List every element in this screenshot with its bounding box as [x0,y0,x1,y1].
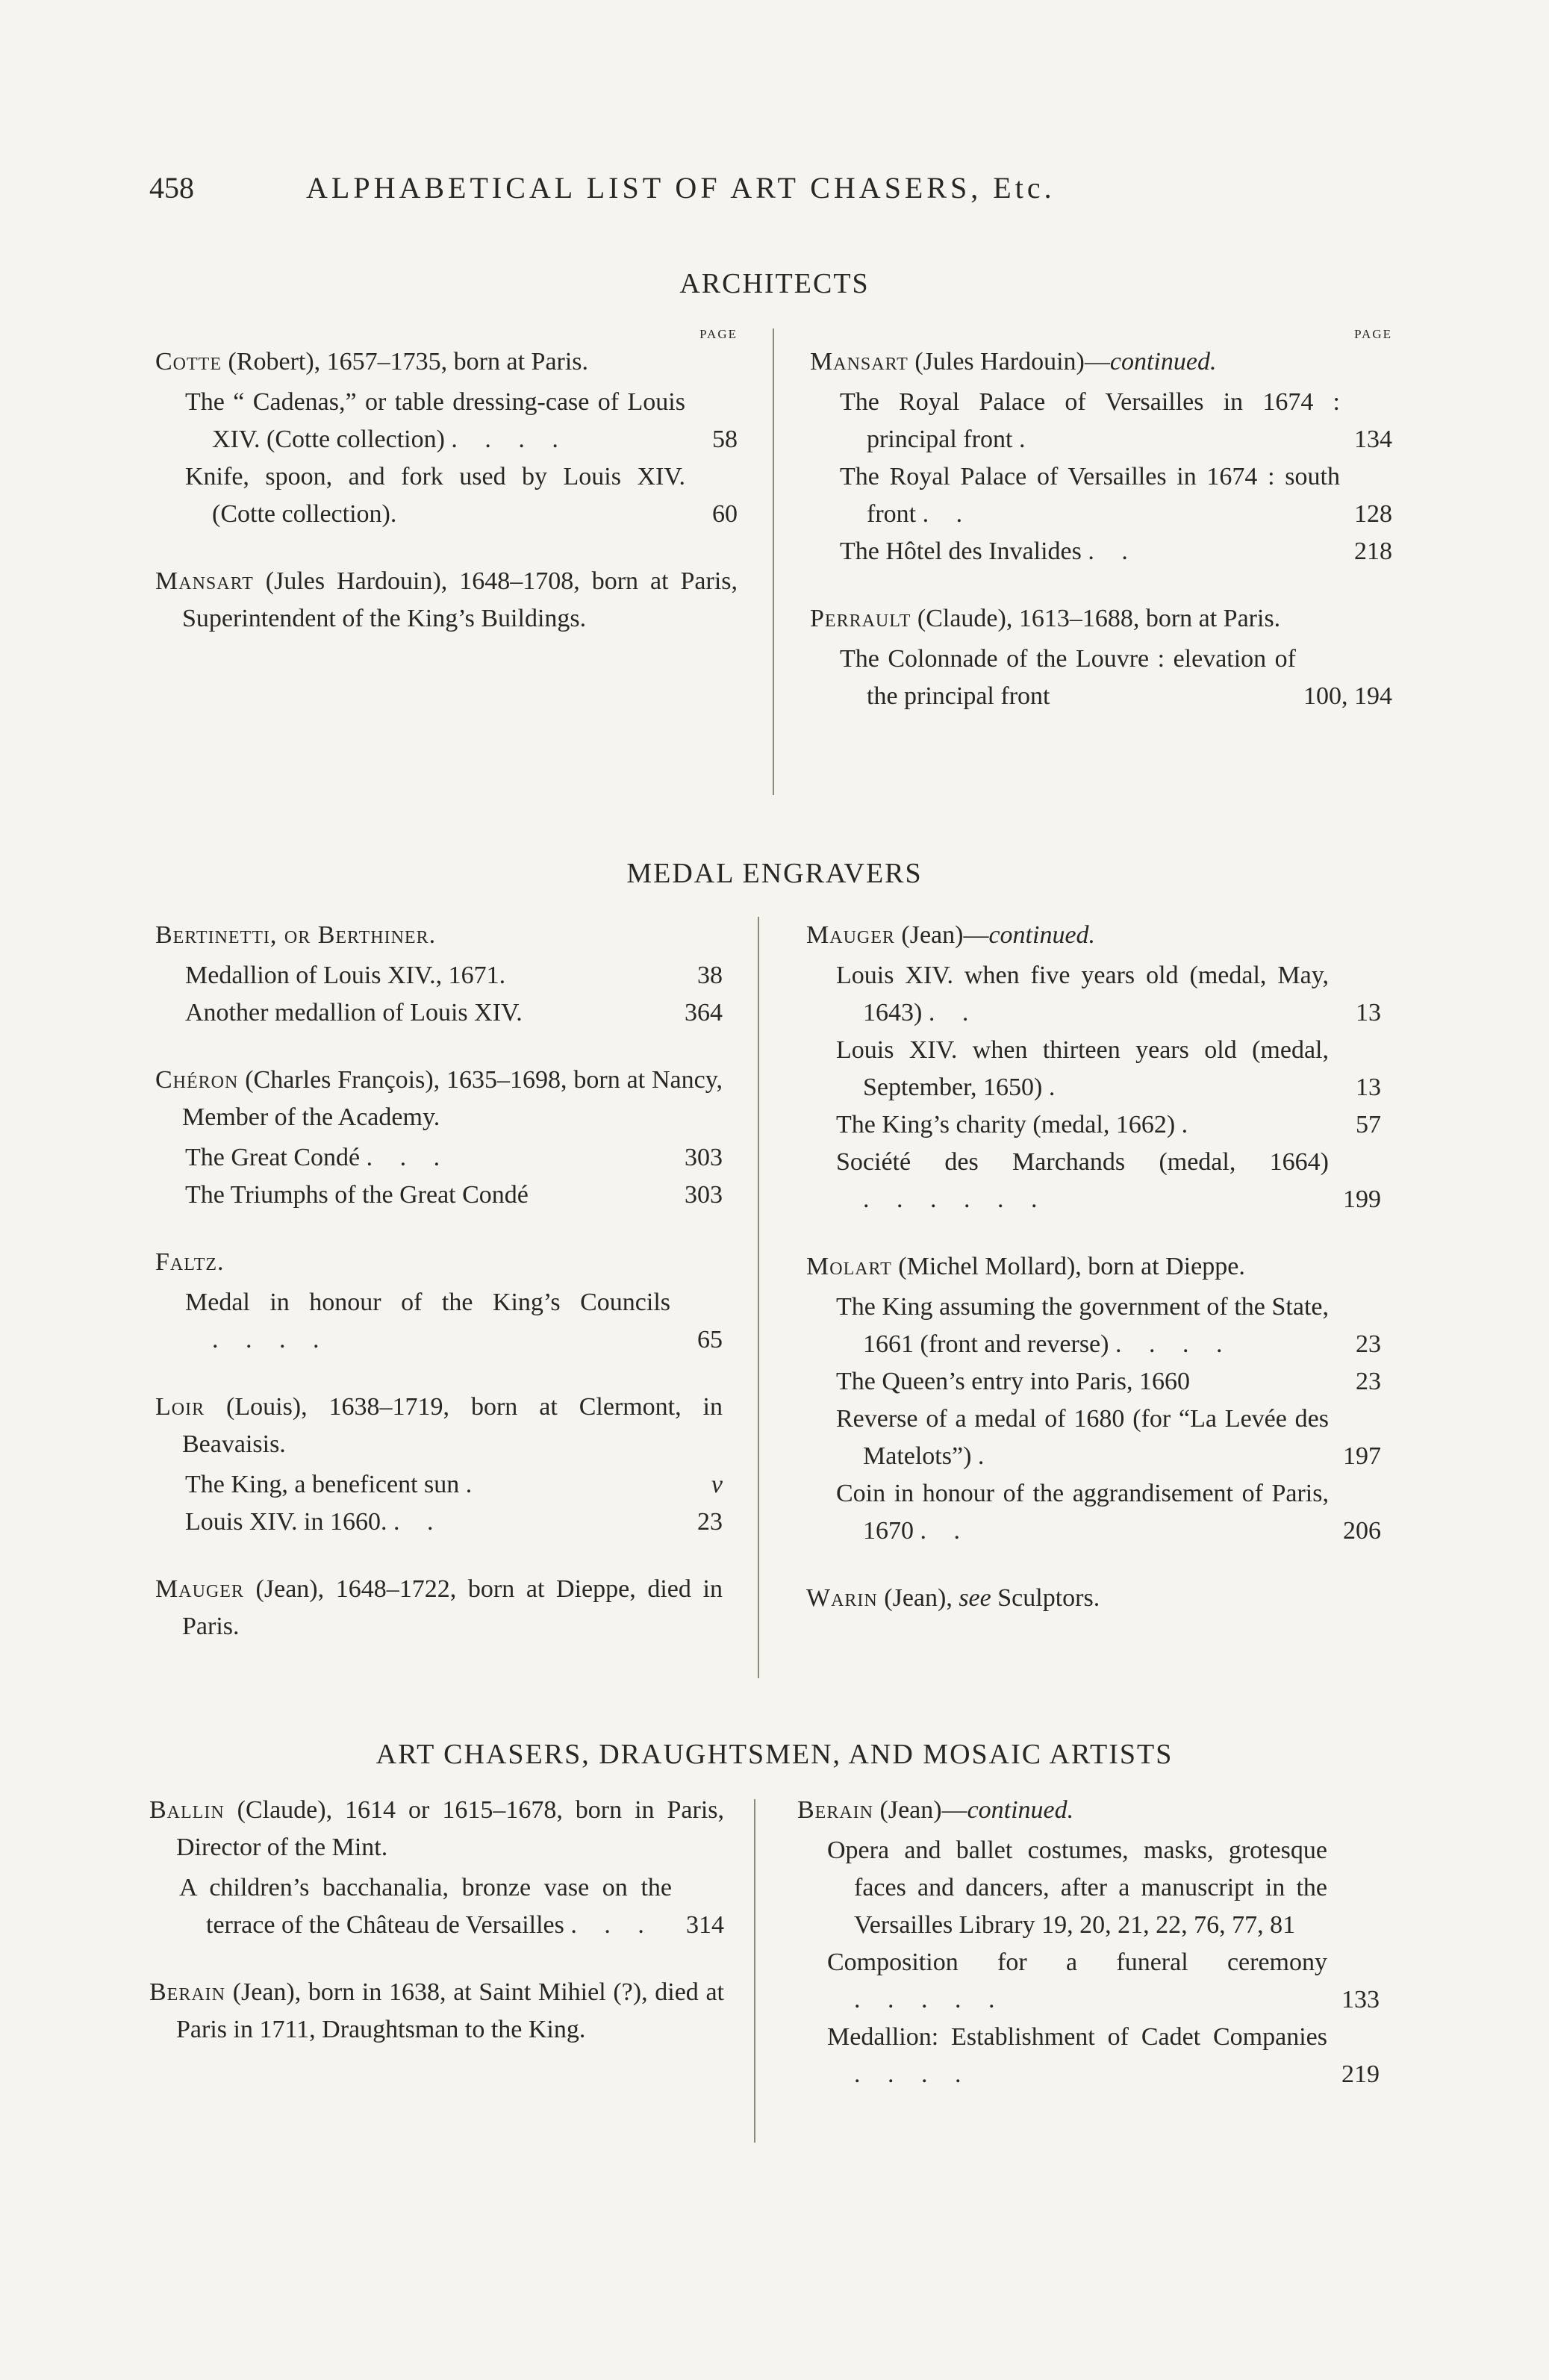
artist-entry [149,1792,724,1944]
artist-details: Sculptors. [991,1584,1100,1612]
continued-label: continued. [1109,348,1217,376]
works-list [810,641,1392,715]
page-number: 458 [149,171,194,205]
page-reference: 65 [697,1326,723,1353]
work-item [797,2019,1380,2093]
work-title [179,1869,672,1944]
work-item [806,1363,1381,1401]
continued-label: continued. [988,921,1096,949]
artist-entry [155,917,723,1032]
artist-entry [155,1389,723,1541]
works-list [797,1832,1380,2093]
page-reference: 57 [1356,1111,1381,1138]
work-title [185,1177,670,1214]
work-title [827,2019,1327,2093]
dot-leaders: . . [920,1517,970,1545]
page-reference: 38 [697,962,723,989]
work-item [806,1289,1381,1363]
artist-entry [155,1571,723,1645]
page-reference: 218 [1354,538,1392,565]
work-title [185,1466,670,1504]
artist-name: Mauger [155,1575,244,1603]
page-reference: 303 [685,1181,723,1209]
running-title: ALPHABETICAL LIST OF ART CHASERS, Etc. [306,171,1056,205]
artist-name: Berain [149,1978,226,2006]
section-title-medal-engravers: MEDAL ENGRAVERS [626,858,923,889]
artist-details: (Louis), 1638–1719, born at Clermont, in Beavaisis. [182,1393,723,1458]
column-divider [754,1799,755,2143]
work-title-text: The “ Cadenas,” or table dressing-case of Louis XIV. (Cotte collection) [185,388,685,453]
page-reference: 100, 194 [1303,682,1392,710]
work-item [155,1504,723,1541]
page-column-label: PAGE [1354,327,1392,341]
dot-leaders: . . [928,999,979,1027]
artist-details: (Jean), born in 1638, at Saint Mihiel (?), died at Paris in 1711, Draughtsman to the King. [176,1978,724,2043]
page-reference: 23 [1356,1330,1381,1358]
page-reference: 23 [1356,1368,1381,1395]
column-divider [758,917,759,1678]
artist-heading [149,1792,724,1866]
artist-name: Mansart [155,567,254,595]
artist-heading [806,1248,1381,1286]
artist-name: Perrault [810,605,911,632]
artist-entry [155,1244,723,1359]
works-list [806,1289,1381,1550]
artist-heading [149,1974,724,2049]
section-title-art-chasers: ART CHASERS, DRAUGHTSMEN, AND MOSAIC ARTISTS [375,1739,1174,1770]
artist-heading [155,917,723,954]
dot-leaders: . [1181,1111,1199,1138]
work-title [840,458,1340,533]
works-list [155,384,738,533]
works-list [155,957,723,1032]
work-title [185,458,685,533]
work-item [155,994,723,1032]
architects-right-column [810,327,1392,745]
work-title [185,1139,670,1177]
work-title [827,1832,1327,1944]
artist-details: (Jean)— [894,921,989,949]
work-title-text: Another medallion of Louis XIV. [185,999,523,1027]
work-title-text: The Royal Palace of Versailles in 1674 : south front [840,463,1340,528]
work-title [185,957,670,994]
artist-name: Mauger [806,921,895,949]
artist-entry [797,1792,1380,2093]
work-title-text: The Triumphs of the Great Condé [185,1181,529,1209]
work-title-text: The King assuming the government of the State, 1661 (front and reverse) [836,1293,1329,1358]
dot-leaders: . . [1088,538,1138,565]
artist-entry [806,1248,1381,1550]
artist-name: Berain [797,1796,874,1824]
work-item [149,1869,724,1944]
page-reference: 13 [1356,1074,1381,1101]
work-title [840,533,1340,570]
dot-leaders: . [465,1471,483,1498]
dot-leaders: . [1018,426,1036,453]
dot-leaders: . [977,1442,995,1470]
work-title-text: Société des Marchands (medal, 1664) [836,1148,1329,1176]
page-reference: 133 [1341,1986,1380,2013]
work-title [836,1401,1329,1475]
work-item [810,641,1392,715]
work-title [836,1106,1329,1144]
works-list [155,1466,723,1541]
medal-engravers-left-column [155,917,723,1675]
medal-engravers-right-column [806,917,1381,1647]
artist-heading [810,343,1392,381]
page-reference: 58 [712,426,738,453]
page-reference: 60 [712,500,738,528]
work-title-text: Medal in honour of the King’s Councils [185,1289,670,1316]
artist-name: Cotte [155,348,222,376]
artist-heading [806,917,1381,954]
work-item [155,458,738,533]
work-title-text: Opera and ballet costumes, masks, grotesque faces and dancers, after a manuscript in the Versailles Library 19, 20, 21, 22, 76, 77, 81 [827,1837,1327,1939]
artist-name: Warin [806,1584,878,1612]
running-header [149,170,1269,205]
work-item [155,1466,723,1504]
page-reference: 134 [1354,426,1392,453]
page-reference: v [711,1471,723,1498]
artist-name: Chéron [155,1066,239,1094]
work-title-text: The Great Condé [185,1144,361,1171]
dot-leaders: . . . [366,1144,451,1171]
page-reference: 219 [1341,2060,1380,2088]
works-list [155,1139,723,1214]
work-title-text: Reverse of a medal of 1680 (for “La Levée des Matelots”) [836,1405,1329,1470]
artist-entry [810,600,1392,715]
artist-details: (Jules Hardouin)— [908,348,1110,376]
artist-name: Loir [155,1393,205,1421]
dot-leaders: . . . . [451,426,569,453]
work-item [810,533,1392,570]
work-title-text: Knife, spoon, and fork used by Louis XIV. (Cotte collection). [185,463,685,528]
dot-leaders: . . . . [1115,1330,1233,1358]
artist-entry [806,1580,1381,1617]
work-title [836,1475,1329,1550]
work-item [810,384,1392,458]
work-title [836,1289,1329,1363]
work-item [806,1475,1381,1550]
artist-entry [806,917,1381,1218]
dot-leaders: . . . . . [854,1986,1006,2013]
work-title [840,641,1296,715]
work-title [185,384,685,458]
work-item [155,957,723,994]
see-reference: see [959,1584,991,1612]
work-title-text: The Colonnade of the Louvre : elevation of the principal front [840,645,1296,710]
works-list [810,384,1392,570]
page-reference: 128 [1354,500,1392,528]
work-item [806,957,1381,1032]
page-reference: 314 [686,1911,724,1939]
artist-details: (Jean), [877,1584,959,1612]
work-title [827,1944,1327,2019]
artist-details: (Charles François), 1635–1698, born at Nancy, Member of the Academy. [182,1066,723,1131]
artist-details: (Jules Hardouin), 1648–1708, born at Paris, Superintendent of the King’s Buildings. [182,567,738,632]
artist-name: Mansart [810,348,908,376]
artist-details: (Claude), 1613–1688, born at Paris. [911,605,1281,632]
work-title-text: Medallion of Louis XIV., 1671. [185,962,506,989]
work-item [155,1177,723,1214]
artist-heading [155,1389,723,1463]
page-reference: 23 [697,1508,723,1536]
page-reference: 13 [1356,999,1381,1027]
dot-leaders: . . . . . . [863,1186,1048,1213]
work-item [806,1401,1381,1475]
work-title-text: Medallion: Establishment of Cadet Companies [827,2023,1327,2051]
dot-leaders: . . [922,500,973,528]
work-title-text: Coin in honour of the aggrandisement of Paris, 1670 [836,1480,1329,1545]
dot-leaders: . . . [570,1911,655,1939]
work-title-text: The Royal Palace of Versailles in 1674 : principal front [840,388,1340,453]
artist-heading [155,1244,723,1281]
artist-heading [806,1580,1381,1617]
artist-details: (Claude), 1614 or 1615–1678, born in Paris, Director of the Mint. [176,1796,724,1861]
artist-heading [155,1571,723,1645]
work-title [836,1144,1329,1218]
page-reference: 199 [1343,1186,1381,1213]
work-title [840,384,1340,458]
artist-details: (Robert), 1657–1735, born at Paris. [222,348,589,376]
work-item [155,384,738,458]
work-title-text: Louis XIV. when five years old (medal, May, 1643) [836,962,1329,1027]
works-list [155,1284,723,1359]
work-title [185,1504,670,1541]
artist-heading [155,1062,723,1136]
work-title-text: The Hôtel des Invalides [840,538,1082,565]
work-title-text: Louis XIV. when thirteen years old (medal, September, 1650) [836,1036,1329,1101]
artist-heading [810,600,1392,638]
dot-leaders: . . [393,1508,444,1536]
page-reference: 197 [1343,1442,1381,1470]
work-item [806,1106,1381,1144]
artist-entry [149,1974,724,2049]
work-title-text: The King, a beneficent sun [185,1471,460,1498]
work-item [797,1832,1380,1944]
work-title-text: The King’s charity (medal, 1662) [836,1111,1176,1138]
work-title-text: Louis XIV. in 1660. [185,1508,387,1536]
page-reference: 206 [1343,1517,1381,1545]
dot-leaders: . . . . [212,1326,330,1353]
artist-entry [155,343,738,533]
continued-label: continued. [967,1796,1074,1824]
works-list [149,1869,724,1944]
dot-leaders: . [1048,1074,1066,1101]
artist-name: Molart [806,1253,892,1280]
artist-heading [797,1792,1380,1829]
artist-name: Ballin [149,1796,225,1824]
section-title-architects: ARCHITECTS [679,268,870,299]
page-reference: 303 [685,1144,723,1171]
work-title [185,1284,670,1359]
page-column-label: PAGE [699,327,738,341]
work-title-text: The Queen’s entry into Paris, 1660 [836,1368,1191,1395]
dot-leaders: . . . . [854,2060,972,2088]
work-item [810,458,1392,533]
artist-heading [155,343,738,381]
work-title [836,1363,1329,1401]
work-item [155,1139,723,1177]
art-chasers-left-column [149,1792,724,2078]
artist-heading [155,563,738,638]
column-divider [773,328,774,795]
work-item [806,1032,1381,1106]
artist-entry [155,563,738,638]
artist-details: (Jean), 1648–1722, born at Dieppe, died in Paris. [182,1575,723,1640]
work-title [836,1032,1329,1106]
work-title [185,994,670,1032]
work-item [797,1944,1380,2019]
work-item [155,1284,723,1359]
artist-details: (Jean)— [873,1796,967,1824]
works-list [806,957,1381,1218]
artist-details: (Michel Mollard), born at Dieppe. [891,1253,1245,1280]
architects-left-column [155,327,738,667]
artist-entry [155,1062,723,1214]
work-title-text: Composition for a funeral ceremony [827,1948,1327,1976]
work-title-text: A children’s bacchanalia, bronze vase on the terrace of the Château de Versailles [179,1874,672,1939]
work-item [806,1144,1381,1218]
art-chasers-right-column [797,1792,1380,2123]
artist-entry [810,343,1392,570]
work-title [836,957,1329,1032]
page-reference: 364 [685,999,723,1027]
artist-name: Faltz. [155,1248,225,1276]
artist-name: Bertinetti, or Berthiner. [155,921,437,949]
